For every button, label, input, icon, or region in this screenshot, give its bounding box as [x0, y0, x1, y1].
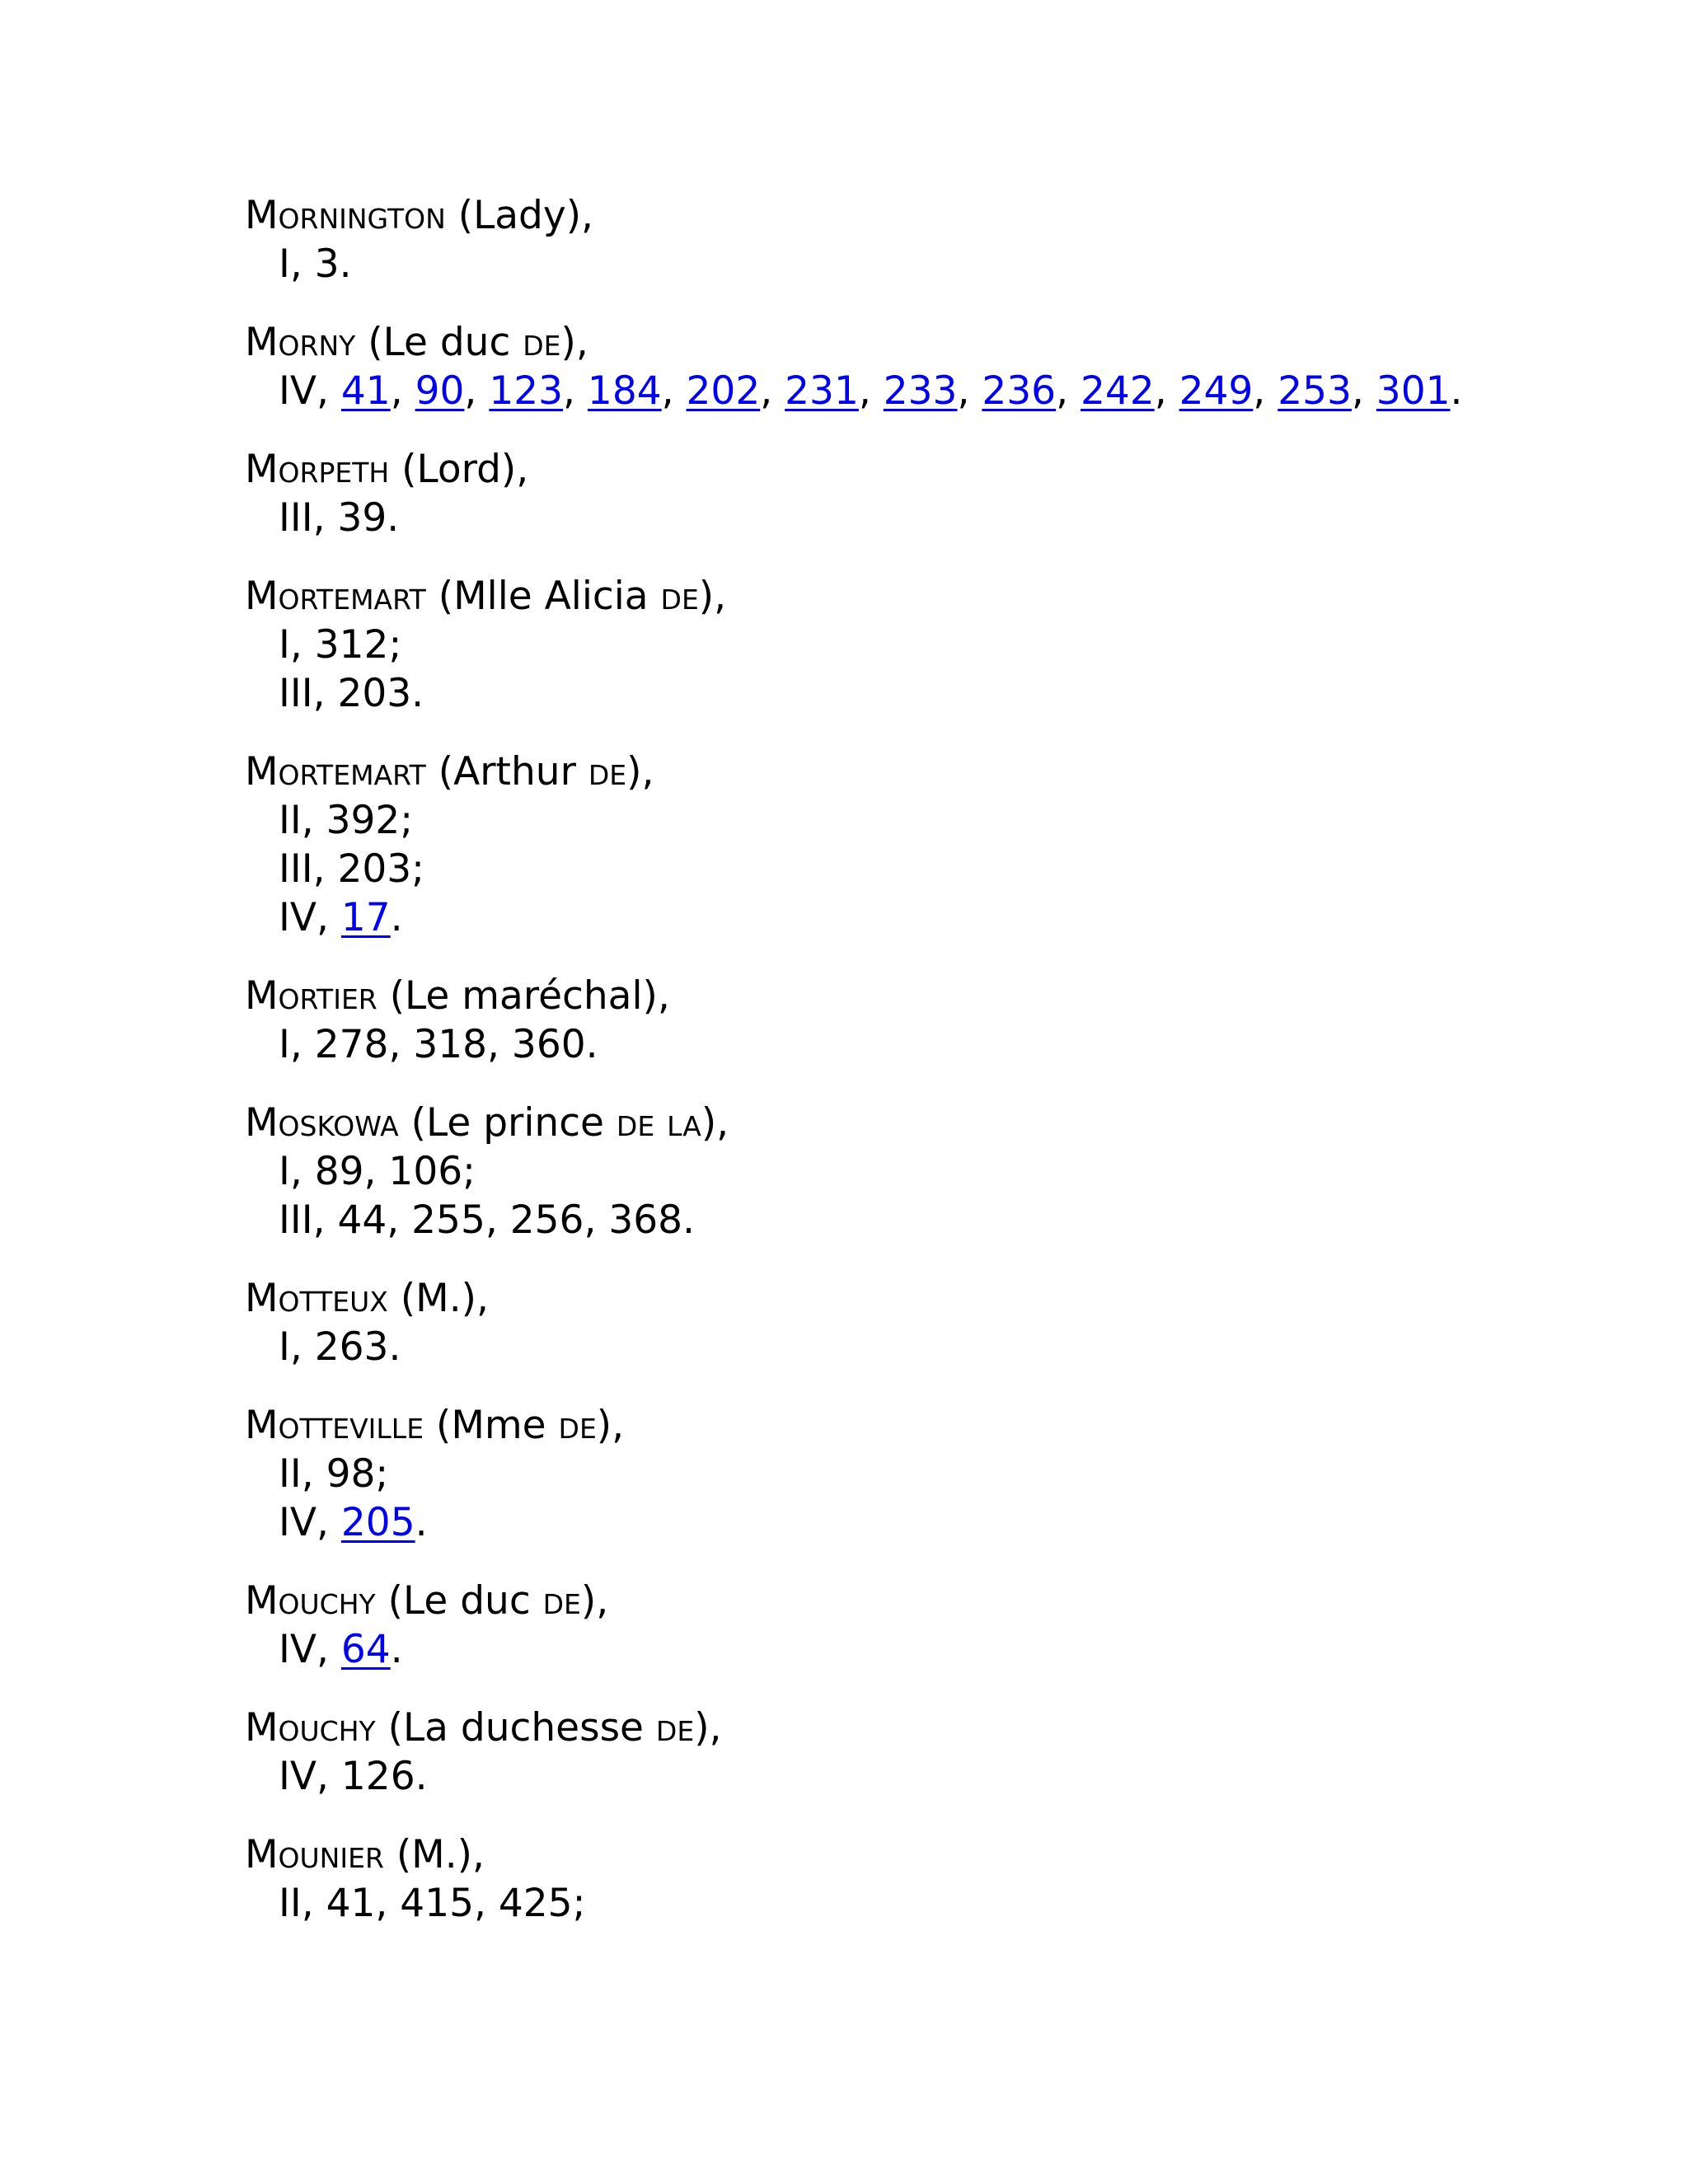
entry-name: Mortemart: [245, 574, 426, 619]
entry-detail: (Le maréchal),: [389, 973, 670, 1019]
entry-detail: ),: [701, 1100, 729, 1146]
entry-heading: [245, 572, 1605, 621]
reference-text: II, 41, 415, 425;: [279, 1881, 586, 1926]
entry-heading: [245, 1830, 1605, 1879]
entry-detail: ),: [560, 320, 588, 365]
index-entry: [245, 1274, 1605, 1371]
page-link[interactable]: 253: [1278, 368, 1352, 414]
reference-text: ,: [760, 368, 785, 414]
reference-text: I, 89, 106;: [279, 1149, 476, 1194]
page-link[interactable]: 202: [686, 368, 761, 414]
reference-line: [245, 669, 1605, 718]
entry-particle: de: [542, 1578, 581, 1624]
reference-line: [245, 1498, 1605, 1547]
reference-line: [245, 1323, 1605, 1371]
entry-name: Morpeth: [245, 447, 390, 492]
reference-text: ,: [1056, 368, 1081, 414]
reference-text: .: [1450, 368, 1463, 414]
reference-line: [245, 367, 1605, 415]
entry-heading: [245, 1401, 1605, 1450]
entry-detail: (Mme: [436, 1403, 559, 1448]
reference-text: ,: [1154, 368, 1179, 414]
entry-detail: ),: [698, 574, 727, 619]
entry-name: Moskowa: [245, 1100, 399, 1146]
entry-detail: (Mlle Alicia: [438, 574, 661, 619]
reference-text: .: [415, 1500, 428, 1545]
index-entry-list: [245, 191, 1605, 1928]
reference-line: [245, 845, 1605, 893]
entry-heading: [245, 191, 1605, 240]
reference-text: ,: [661, 368, 687, 414]
reference-line: [245, 1196, 1605, 1244]
reference-line: [245, 1020, 1605, 1069]
entry-heading: [245, 1704, 1605, 1752]
entry-detail: (M.),: [400, 1276, 489, 1321]
index-entry: [245, 1577, 1605, 1674]
reference-text: III, 44, 255, 256, 368.: [279, 1197, 695, 1243]
reference-text: III, 39.: [279, 495, 400, 541]
index-entry: [245, 445, 1605, 542]
entry-detail: (Le duc: [387, 1578, 543, 1624]
page-link[interactable]: 123: [489, 368, 564, 414]
index-entry: [245, 318, 1605, 415]
entry-heading: [245, 318, 1605, 367]
entry-particle: de: [558, 1403, 597, 1448]
index-entry: [245, 1830, 1605, 1928]
reference-line: [245, 893, 1605, 942]
entry-detail: (Le prince: [410, 1100, 617, 1146]
reference-text: IV,: [279, 1500, 341, 1545]
reference-text: III, 203.: [279, 671, 424, 716]
reference-text: IV,: [279, 895, 341, 940]
reference-line: [245, 1752, 1605, 1801]
entry-detail: ),: [580, 1578, 609, 1624]
entry-detail: (La duchesse: [387, 1705, 656, 1750]
reference-line: [245, 240, 1605, 288]
reference-text: I, 278, 318, 360.: [279, 1022, 598, 1067]
entry-detail: (Lady),: [457, 193, 593, 238]
entry-heading: [245, 1099, 1605, 1147]
entry-heading: [245, 1577, 1605, 1625]
reference-line: [245, 1147, 1605, 1196]
entry-detail: (Arthur: [438, 749, 588, 794]
page-link[interactable]: 233: [883, 368, 958, 414]
reference-line: [245, 1625, 1605, 1674]
page-link[interactable]: 184: [587, 368, 662, 414]
reference-text: II, 98;: [279, 1451, 389, 1497]
entry-heading: [245, 748, 1605, 796]
entry-particle: de: [523, 320, 561, 365]
entry-particle: de: [588, 749, 627, 794]
entry-heading: [245, 972, 1605, 1020]
reference-text: II, 392;: [279, 798, 414, 843]
page-link[interactable]: 64: [340, 1627, 391, 1672]
reference-text: .: [390, 1627, 403, 1672]
entry-detail: (M.),: [396, 1832, 485, 1877]
page-link[interactable]: 242: [1080, 368, 1155, 414]
entry-detail: ),: [694, 1705, 722, 1750]
page-link[interactable]: 17: [340, 895, 391, 940]
index-page: [245, 191, 1605, 1957]
reference-text: ,: [390, 368, 415, 414]
reference-text: ,: [464, 368, 490, 414]
reference-text: I, 3.: [279, 241, 352, 287]
index-entry: [245, 1401, 1605, 1547]
reference-text: I, 312;: [279, 622, 402, 668]
reference-line: [245, 1879, 1605, 1928]
reference-text: IV,: [279, 368, 341, 414]
reference-text: I, 263.: [279, 1324, 401, 1370]
page-link[interactable]: 231: [785, 368, 859, 414]
reference-line: [245, 494, 1605, 542]
index-entry: [245, 572, 1605, 718]
reference-text: IV,: [279, 1627, 341, 1672]
entry-name: Mouchy: [245, 1578, 376, 1624]
page-link[interactable]: 41: [340, 368, 391, 414]
index-entry: [245, 1704, 1605, 1801]
page-link[interactable]: 301: [1376, 368, 1451, 414]
entry-name: Mounier: [245, 1832, 384, 1877]
page-link[interactable]: 249: [1179, 368, 1254, 414]
entry-name: Morny: [245, 320, 356, 365]
reference-text: IV, 126.: [279, 1754, 428, 1799]
entry-particle: de: [655, 1705, 695, 1750]
page-link[interactable]: 236: [982, 368, 1057, 414]
entry-detail: ),: [626, 749, 654, 794]
index-entry: [245, 748, 1605, 942]
reference-line: [245, 621, 1605, 669]
index-entry: [245, 191, 1605, 288]
entry-detail: (Lord),: [401, 447, 529, 492]
reference-text: III, 203;: [279, 846, 425, 892]
entry-particle: de: [660, 574, 699, 619]
reference-line: [245, 796, 1605, 845]
entry-name: Mouchy: [245, 1705, 376, 1750]
entry-detail: ),: [596, 1403, 625, 1448]
page-link[interactable]: 205: [340, 1500, 415, 1545]
entry-heading: [245, 445, 1605, 494]
reference-text: ,: [563, 368, 588, 414]
entry-detail: (Le duc: [368, 320, 523, 365]
reference-text: ,: [858, 368, 884, 414]
reference-text: ,: [1351, 368, 1376, 414]
reference-text: ,: [1253, 368, 1278, 414]
entry-name: Mortier: [245, 973, 377, 1019]
entry-name: Mornington: [245, 193, 446, 238]
entry-name: Motteville: [245, 1403, 424, 1448]
reference-text: .: [390, 895, 403, 940]
entry-heading: [245, 1274, 1605, 1323]
index-entry: [245, 1099, 1605, 1244]
entry-particle: de la: [616, 1100, 701, 1146]
entry-name: Motteux: [245, 1276, 388, 1321]
index-entry: [245, 972, 1605, 1069]
entry-name: Mortemart: [245, 749, 426, 794]
page-link[interactable]: 90: [415, 368, 465, 414]
reference-text: ,: [957, 368, 982, 414]
reference-line: [245, 1450, 1605, 1498]
